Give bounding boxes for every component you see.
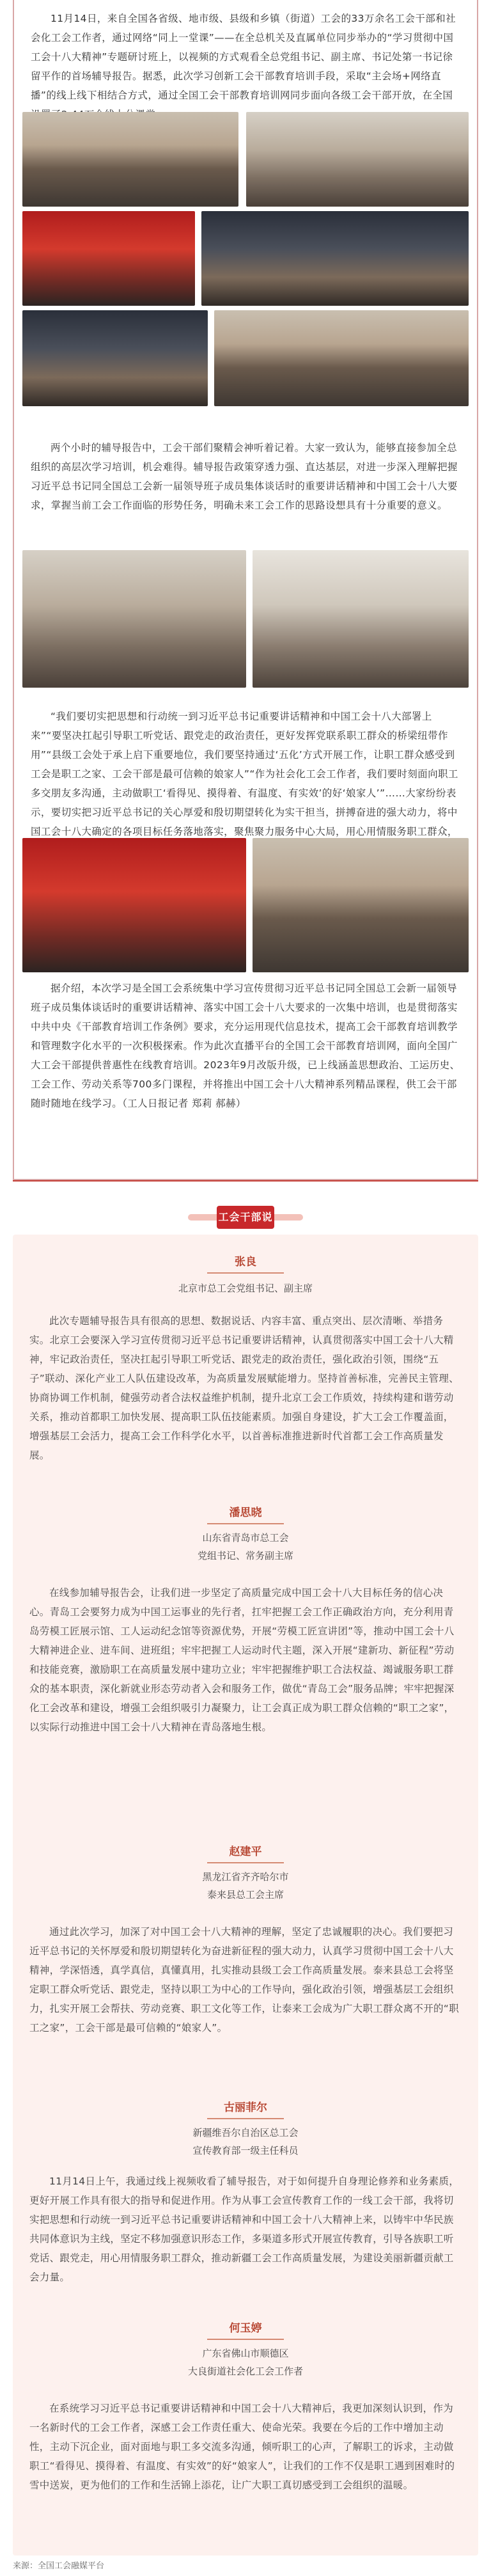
person-name-4-rule <box>207 2118 284 2119</box>
person-name-4 <box>182 2098 309 2119</box>
photo-training-hall-1 <box>22 112 238 207</box>
person-title-4a: 新疆维吾尔自治区总工会 <box>192 2127 299 2138</box>
person-name-4-text: 古丽菲尔 <box>224 2101 267 2114</box>
person-name-5 <box>182 2319 309 2340</box>
person-name-1-rule <box>207 1272 284 1274</box>
person-name-1 <box>182 1252 309 1274</box>
source-line: 来源：全国工会融媒平台 <box>13 2561 105 2571</box>
person-body-4: 11月14日上午，我通过线上视频收看了辅导报告，对于如何提升自身理论修养和业务素质，更好开展工作具有很大的指导和促进作用。作为从事工会宣传教育工作的一线工会干部，我将切实把思想和行动统一到习近平总书记重要讲话精神和中国工会十八大精神上来，以铸牢中华民族共同体意识为主线，坚定不移加强意识形态工作，多渠道多形式开展宣传教育，引导各族职工听党话、跟党走，用心用情服务职工群众，推动新疆工会工作高质量发展，为建设美丽新疆贡献工会力量。 <box>29 2176 460 2283</box>
news-paragraph-2: 两个小时的辅导报告中，工会干部们聚精会神听着记着。大家一致认为，能够直接参加全总组织的高层次学习培训，机会难得。辅导报告政策穿透力强、直达基层，对进一步深入理解把握习近平总书记同全国总工会新一届领导班子成员集体谈话时的重要讲话精神和中国工会十八大要求，掌握当前工会工作面临的形势任务，明确未来工会工作的思路设想具有十分重要的意义。 <box>31 442 458 511</box>
photo-training-hall-4 <box>214 310 469 406</box>
person-name-2-rule <box>207 1523 284 1524</box>
person-name-5-rule <box>207 2339 284 2340</box>
photo-training-hall-2 <box>246 112 469 207</box>
photo-class-room <box>253 838 469 972</box>
section-badge-label: 工会干部说 <box>217 1206 274 1229</box>
person-title-5b: 大良街道社会化工会工作者 <box>187 2366 303 2377</box>
news-paragraph-1: 11月14日，来自全国各省级、地市级、县级和乡镇（街道）工会的33万余名工会干部和社会化工会工作者，通过网络“同上一堂课”——在全总机关及直属单位同步举办的“学习贯彻中国工会十八大精神”专题研讨班上，以视频的方式观看全总党组书记、副主席、书记处第一书记徐留平作的首场辅导报告。据悉，此次学习创新工会干部教育培训手段，采取“主会场+网络直播”的线上线下相结合方式，通过全国工会干部教育培训网同步面向各级工会干部开放，在全国 <box>31 13 456 101</box>
person-body-2: 在线参加辅导报告会，让我们进一步坚定了高质量完成中国工会十八大目标任务的信心决心。青岛工会要努力成为中国工运事业的先行者，扛牢把握工会工作正确政治方向，充分利用青岛劳模工匠展示馆、工人运动纪念馆等资源优势，开展“劳模工匠宣讲团”等，推动中国工会十八大精神进企业、进车间、进班组；牢牢把握工人运动时代主题，深入开展“建新功、新征程”劳动和技能竞赛，激励职工在高质量发展中建功立业；牢牢把握维护职工合法权益、竭诚服务职工群众的基本职责，深化新就业形态劳动者入会和服务工作，做优“青岛工会”服务品牌；牢牢把握深化工会改革和建设，增强工会组织吸引力凝聚力，让工会真正成为职工群众信赖的“职工之家”，以实际行动推进中国工会十八大精神在青岛落地生根。 <box>29 1587 455 1733</box>
person-title-1: 北京市总工会党组书记、副主席 <box>178 1283 313 1294</box>
person-title-2b: 党组书记、常务副主席 <box>197 1550 293 1561</box>
person-name-5-text: 何玉婷 <box>229 2322 262 2335</box>
photo-meeting-room-1 <box>22 550 246 688</box>
news-paragraph-4: 据介绍，本次学习是全国工会系统集中学习宣传贯彻习近平总书记同全国总工会新一届领导班子成员集体谈话时的重要讲话精神、落实中国工会十八大要求的一次集中培训，也是贯彻落实中共中央《干部教育培训工作条例》要求，充分运用现代信息技术，提高工会干部教育培训教学和管理数字化水平的一次积极探索。作为此次直播平台的全国工会干部教育培训网，面向全国广大工会干部提供普惠性在线教育培训。2023年9月改版升级，已上线涵盖思想政治、工运历史、工会工作、劳动关系等700多门课程，并将推出中国工会十八大精神系列精品课程，供工会干部随时随地在线学习。（工人日报记者 郑莉 郝赫） <box>31 983 460 1109</box>
section-badge <box>188 1203 303 1231</box>
person-name-3 <box>182 1842 309 1863</box>
person-name-1-text: 张良 <box>235 1256 256 1268</box>
person-body-1: 此次专题辅导报告具有很高的思想、数据说话、内容丰富、重点突出、层次清晰、举措务实。北京工会要深入学习宣传贯彻习近平总书记重要讲话精神，认真贯彻落实中国工会十八大精神，牢记政治责任，坚决扛起引导职工听党话、跟党走的政治责任，强化政治引领，围绕“五子”联动、深化产业工人队伍建设改革，为高质量发展赋能增力。坚持首善标准，完善民主管理、协商协调工作机制，健强劳动者合法权益维护机制，提升北京工会工作质效，持续构建和谐劳动关系，推动首都职工加快发展、提高职工队伍技能素质。加强自身建设，扩大工会工作覆盖面，增强基层工会活力，提高工会工作科学化水平，以首善标准推进新时代首都工会工作高质量发展。 <box>29 1315 459 1461</box>
photo-video-screen-1 <box>201 211 469 306</box>
news-paragraph-3: “我们要切实把思想和行动统一到习近平总书记重要讲话精神和中国工会十八大部署上来”“要坚决扛起引导职工听党话、跟党走的政治责任，更好发挥党联系职工群众的桥梁纽带作用”“县级工会处于承上启下重要地位，我们要坚持通过‘五化’方式开展工作，让职工群众感受到工会是职工之家、工会干部是最可信赖的娘家人”“作为社会化工会工作者，我们要时刻面向职工多交朋友多沟通，主动做职工‘看得见、摸得着、有温度、有实效’的好‘娘家人’”……大家纷纷表示，要切实把习近平总书记的关心厚爱和殷切期望转化为实干担当，拼搏奋进的强大动力，将中国工会十八大确定的各项目标任务落地落实，聚焦聚力服务中心大局，用心用情服务职工群众， <box>31 711 458 837</box>
photo-red-stage <box>22 838 246 972</box>
person-title-3b: 泰来县总工会主席 <box>207 1889 284 1900</box>
person-name-3-rule <box>207 1862 284 1863</box>
person-body-3: 通过此次学习，加深了对中国工会十八大精神的理解，坚定了忠诚履职的决心。我们要把习近平总书记的关怀厚爱和殷切期望转化为奋进新征程的强大动力，认真学习贯彻中国工会十八大精神，学深悟透，真学真信，真懂真用，扎实推动县级工会工作高质量发展。泰来县总工会将坚定职工群众听党话、跟党走，坚持以职工为中心的工作导向，强化政治引领，增强基层工会组织力，扎实开展工会帮扶、劳动竞赛、职工文化等工作，让泰来工会成为广大职工群众离不开的“职工之家”，工会干部是最可信赖的“娘家人”。 <box>29 1926 459 2034</box>
person-name-2-text: 潘思晓 <box>229 1506 262 1519</box>
photo-video-screen-2 <box>22 310 208 406</box>
person-title-2a: 山东省青岛市总工会 <box>202 1532 289 1544</box>
person-name-3-text: 赵建平 <box>229 1845 262 1858</box>
photo-meeting-room-2 <box>253 550 469 688</box>
section-divider <box>13 1180 478 1181</box>
person-title-3a: 黑龙江省齐齐哈尔市 <box>202 1871 289 1883</box>
photo-training-hall-3 <box>22 211 195 306</box>
person-title-5a: 广东省佛山市顺德区 <box>202 2348 289 2359</box>
person-name-2 <box>182 1503 309 1524</box>
person-title-4b: 宣传教育部一级主任科员 <box>192 2145 299 2156</box>
person-body-5: 在系统学习习近平总书记重要讲话精神和中国工会十八大精神后，我更加深刻认识到，作为一名新时代的工会工作者，深感工会工作责任重大、使命光荣。我要在今后的工作中增加主动性，主动下沉企业，面对面地与职工多交流多沟通，倾听职工的心声，了解职工的诉求，主动做职工“看得见、摸得着、有温度、有实效”的好“娘家人”，让我们的工作不仅是职工遇到困难时的雪中送炭，更为他们的工作和生活锦上添花，让广大职工真切感受到工会组织的温暖。 <box>29 2403 455 2491</box>
